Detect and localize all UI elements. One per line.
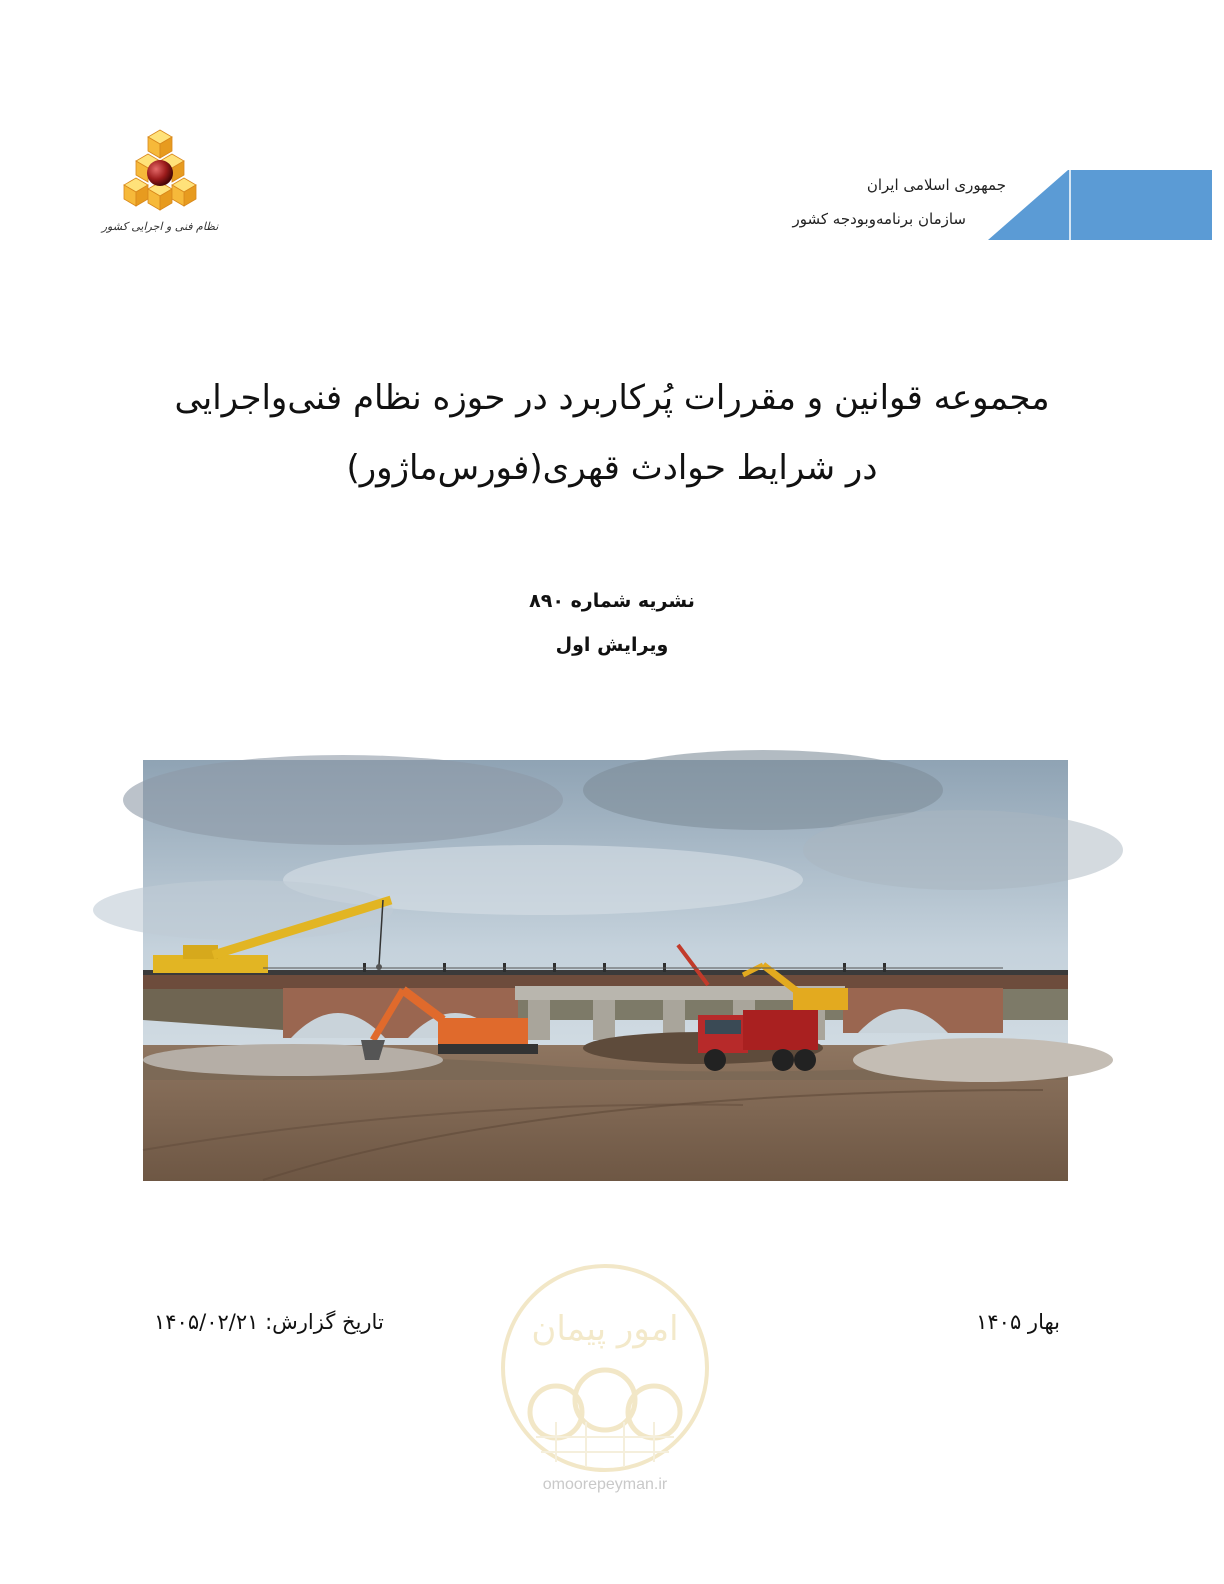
header-blue-band — [988, 170, 1212, 240]
document-title-line-2: در شرایط حوادث قهری(فورس‌ماژور) — [346, 448, 878, 488]
logo-caption: نظام فنی و اجرایی کشور — [101, 220, 219, 233]
country-name: جمهوری اسلامی ایران — [866, 176, 1006, 194]
publication-edition: ویرایش اول — [555, 634, 669, 656]
publication-season: بهار ۱۴۰۵ — [976, 1310, 1060, 1334]
technical-system-logo-icon — [101, 126, 219, 242]
omoorepeyman-watermark-icon — [496, 1262, 714, 1502]
document-title-line-1: مجموعه قوانین و مقررات پُرکاربرد در حوزه نظام فنی‌واجرایی — [174, 378, 1050, 418]
report-date: تاریخ گزارش: ۱۴۰۵/۰۲/۲۱ — [154, 1310, 384, 1334]
publication-number: نشریه شماره ۸۹۰ — [529, 590, 695, 612]
railway-bridge-construction-photo — [143, 760, 1068, 1181]
watermark-url: omoorepeyman.ir — [542, 1476, 668, 1493]
watermark-text: امور پیمان — [531, 1309, 679, 1349]
organization-name: سازمان برنامه‌وبودجه کشور — [792, 210, 966, 228]
